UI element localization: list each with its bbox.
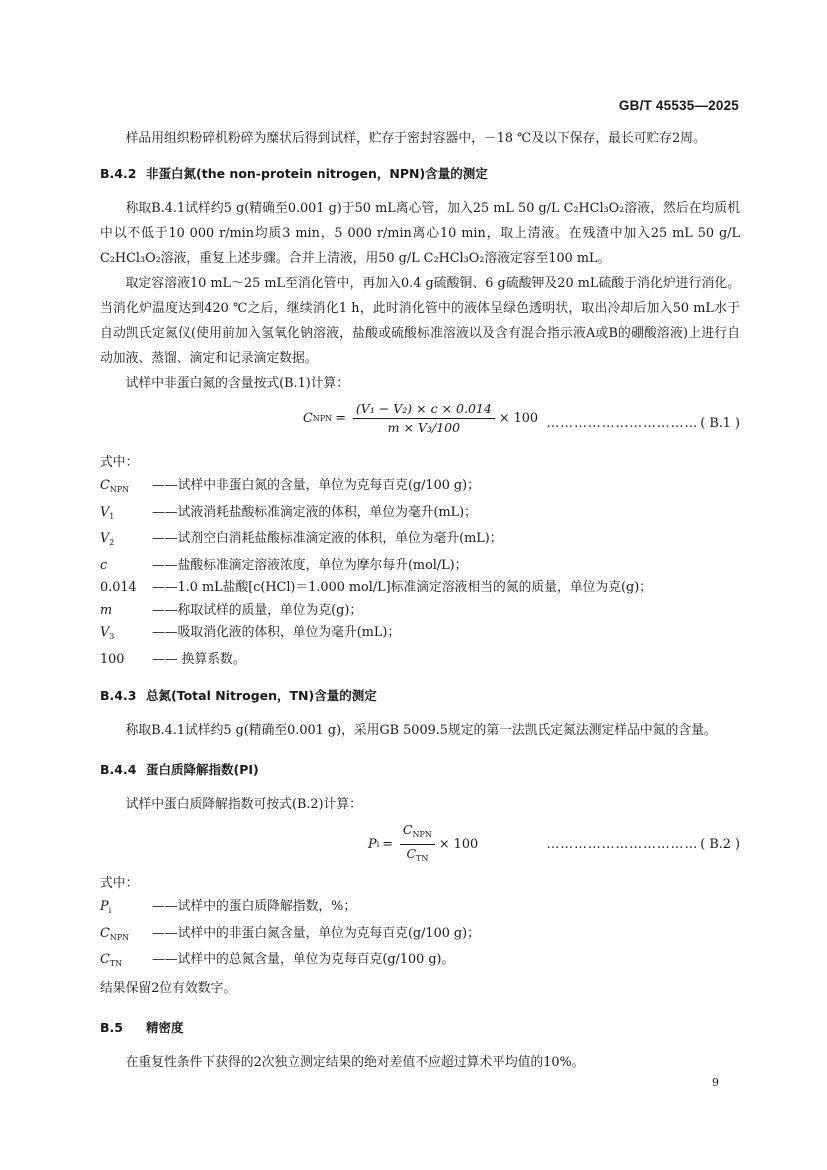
equals-sign: =	[335, 411, 346, 426]
definition-symbol: m	[100, 602, 113, 618]
b42-paragraph-1: 称取B.4.1试样约5 g(精确至0.001 g)于50 mL离心管，加入25 mL 50 g/L C₂HCl₃O₂溶液，然后在均质机中以不低于10 000 r/min均质3 min，5 000 r/min离心10 min，取上清液。在残渣中加入25 mL 50 g/L C₂HCl₃O₂溶液，重复上述步骤。合并上清液，用50 g/L C₂HCl₃O₂溶液定容至100 mL。	[100, 201, 740, 266]
fraction-denominator: m × V₃/100	[387, 420, 461, 435]
definition-symbol: $C_{TN}$	[100, 952, 123, 968]
definition-row	[100, 949, 740, 976]
section-heading-b5	[100, 1015, 740, 1040]
formula-b2-expression	[368, 822, 478, 867]
section-title: 精密度	[146, 1019, 184, 1035]
definition-symbol: $P_i$	[100, 899, 112, 915]
section-number: B.4.3	[100, 688, 137, 703]
b5-paragraph-1: 在重复性条件下获得的2次独立测定结果的绝对差值不应超过算术平均值的10%。	[125, 1054, 585, 1070]
section-title: 蛋白质降解指数(PI)	[146, 762, 259, 777]
formula-b1	[100, 398, 740, 448]
definition-text: ——试样中非蛋白氮的含量，单位为克每百克(g/100 g)；	[152, 478, 480, 493]
leader-dots: ……………………………	[546, 416, 699, 431]
definition-row	[100, 502, 740, 529]
definition-row	[100, 896, 740, 923]
fraction	[353, 401, 495, 436]
definition-row	[100, 528, 740, 555]
formula-lhs: P	[368, 837, 377, 852]
variable-definitions-b2	[100, 896, 740, 976]
page-number: 9	[712, 1076, 719, 1089]
fraction-numerator: $C_{NPN}$	[400, 822, 435, 845]
section-title: 总氮(Total Nitrogen，TN)含量的测定	[146, 688, 377, 703]
formula-lhs-sub: NPN	[312, 414, 333, 423]
where-label: 式中：	[100, 455, 139, 470]
formula-multiplier: × 100	[498, 411, 539, 426]
definition-text: ——试样中的非蛋白氮含量，单位为克每百克(g/100 g)；	[152, 925, 480, 941]
section-heading-b43	[100, 683, 740, 708]
definition-symbol: $V_3$	[100, 625, 115, 641]
definition-symbol: $V_1$	[100, 504, 115, 521]
variable-definitions-b1	[100, 475, 740, 671]
definition-text: ——试剂空白消耗盐酸标准滴定液的体积，单位为毫升(mL)；	[152, 531, 503, 546]
formula-b1-label	[547, 411, 741, 436]
equals-sign: =	[382, 837, 393, 852]
definition-text: ——盐酸标准滴定溶液浓度，单位为摩尔每升(mol/L)；	[152, 557, 468, 573]
equation-number: ( B.2 )	[700, 837, 740, 852]
definition-row	[100, 923, 740, 950]
section-number: B.4.4	[100, 762, 137, 777]
definition-text: ——吸取消化液的体积，单位为毫升(mL)；	[152, 625, 401, 640]
intro-paragraph: 样品用组织粉碎机粉碎为糜状后得到试样，贮存于密封容器中，－18 ℃及以下保存，最长可贮存2周。	[125, 131, 706, 146]
where-label: 式中：	[100, 876, 139, 891]
formula-b2-label	[547, 832, 741, 857]
section-number: B.4.2	[100, 166, 137, 181]
definition-symbol: $V_2$	[100, 531, 115, 547]
definition-row	[100, 600, 740, 623]
section-title: 非蛋白氮(the non-protein nitrogen，NPN)含量的测定	[146, 166, 488, 181]
page-content	[100, 126, 740, 1075]
definition-text: ——称取试样的质量，单位为克(g)；	[152, 602, 363, 618]
b42-paragraph-3: 试样中非蛋白氮的含量按式(B.1)计算：	[125, 376, 350, 391]
b42-paragraph-2: 取定容溶液10 mL～25 mL至消化管中，再加入0.4 g硫酸铜、6 g硫酸钾及20 mL硫酸于消化炉进行消化。当消化炉温度达到420 ℃之后，继续消化1 h，此时消化管中的液体呈绿色透明状，取出冷却后加入50 mL水于自动凯氏定氮仪(使用前加入氢氧化钠溶液，盐酸或硫酸标准溶液以及含有混合指示液A或B的硼酸溶液)上进行自动加液、蒸馏、滴定和记录滴定数据。	[100, 276, 740, 366]
standard-number: GB/T 45535—2025	[618, 98, 739, 113]
definition-row	[100, 555, 740, 578]
formula-lhs: C	[303, 411, 313, 426]
definition-symbol: $C_{NPN}$	[100, 925, 130, 942]
section-heading-b44	[100, 757, 740, 782]
definition-text: ——1.0 mL盐酸[c(HCl)＝1.000 mol/L]标准滴定溶液相当的氮的质量，单位为克(g)；	[152, 580, 652, 595]
equation-number: ( B.1 )	[700, 416, 740, 431]
leader-dots: ……………………………	[546, 837, 699, 852]
definition-row	[100, 622, 740, 649]
formula-multiplier: × 100	[438, 837, 479, 852]
b43-paragraph-1: 称取B.4.1试样约5 g(精确至0.001 g)，采用GB 5009.5规定的第一法凯氏定氮法测定样品中氮的含量。	[125, 723, 717, 738]
formula-b1-expression	[303, 401, 538, 436]
section-number: B.5	[100, 1019, 123, 1035]
b44-paragraph-1: 试样中蛋白质降解指数可按式(B.2)计算：	[125, 797, 362, 812]
definition-row	[100, 577, 740, 600]
formula-b2	[100, 819, 740, 869]
fraction	[400, 822, 435, 867]
definition-symbol: 100	[100, 651, 125, 667]
definition-text: ——试样中的总氮含量，单位为克每百克(g/100 g)。	[152, 952, 455, 967]
definition-text: —— 换算系数。	[152, 651, 246, 667]
definition-text: ——试样中的蛋白质降解指数，%；	[152, 899, 357, 914]
definition-symbol: c	[100, 557, 108, 573]
formula-lhs-sub: i	[376, 840, 380, 849]
definition-symbol: $C_{NPN}$	[100, 478, 130, 494]
section-heading-b42	[100, 161, 740, 186]
fraction-numerator: (V₁ − V₂) × c × 0.014	[353, 401, 495, 419]
result-note: 结果保留2位有效数字。	[100, 980, 237, 996]
definition-row	[100, 649, 740, 672]
definition-symbol: 0.014	[100, 580, 137, 595]
definition-row	[100, 475, 740, 502]
definition-text: ——试液消耗盐酸标准滴定液的体积，单位为毫升(mL)；	[152, 504, 477, 520]
fraction-denominator: $C_{TN}$	[406, 846, 429, 863]
